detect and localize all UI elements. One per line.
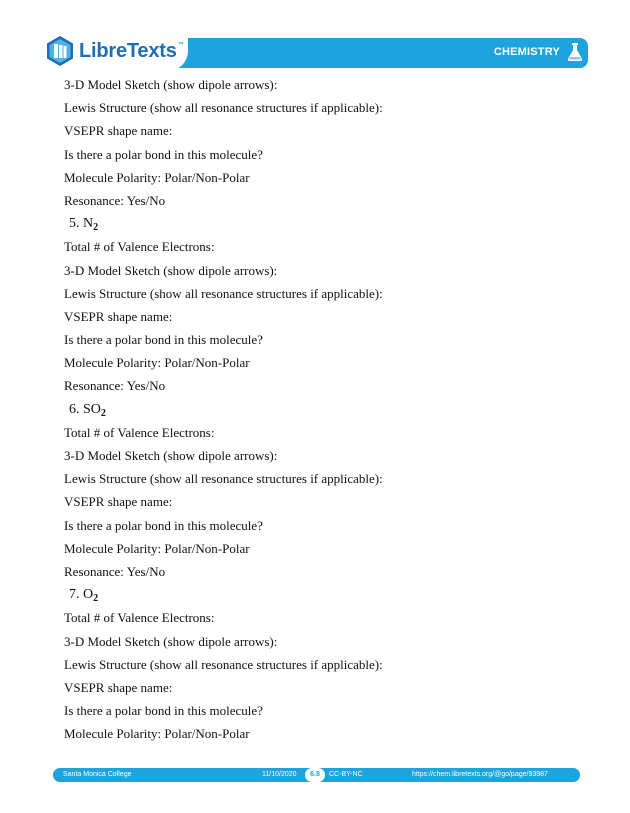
worksheet-prompt: VSEPR shape name: [64,679,173,695]
worksheet-prompt: Molecule Polarity: Polar/Non-Polar [64,169,250,185]
molecule-formula: N [83,216,94,232]
worksheet-prompt: Molecule Polarity: Polar/Non-Polar [64,355,250,371]
worksheet-prompt: Total # of Valence Electrons: [64,239,215,255]
worksheet-prompt: 3-D Model Sketch (show dipole arrows): [64,262,278,278]
worksheet-prompt: Is there a polar bond in this molecule? [64,517,263,533]
worksheet-prompt: Total # of Valence Electrons: [64,424,215,440]
worksheet-prompt: Lewis Structure (show all resonance structures if applicable): [64,100,383,116]
footer-license: CC-BY-NC [329,770,363,778]
question-number: 6. [69,401,80,417]
worksheet-prompt: Lewis Structure (show all resonance structures if applicable): [64,471,383,487]
footer-college: Santa Monica College [63,770,132,778]
worksheet-prompt: Lewis Structure (show all resonance structures if applicable): [64,656,383,672]
question-heading [64,398,584,421]
worksheet-prompt: Lewis Structure (show all resonance structures if applicable): [64,285,383,301]
worksheet-prompt: Total # of Valence Electrons: [64,610,215,626]
libretexts-logo-icon [45,35,75,67]
page-header [0,0,630,80]
subject-label[interactable]: CHEMISTRY [493,46,560,58]
worksheet-prompt: Is there a polar bond in this molecule? [64,146,263,162]
worksheet-prompt: 3-D Model Sketch (show dipole arrows): [64,633,278,649]
footer-date: 11/10/2020 [262,770,297,778]
footer-page-number: 6.8 [305,768,325,782]
libretexts-logo[interactable] [45,35,184,67]
worksheet-prompt: VSEPR shape name: [64,123,173,139]
worksheet-prompt: Resonance: Yes/No [64,378,166,394]
page-footer [53,768,580,782]
question-number: 5. [69,216,80,232]
worksheet-prompt: Molecule Polarity: Polar/Non-Polar [64,540,250,556]
worksheet-prompt: Is there a polar bond in this molecule? [64,703,263,719]
question-heading [64,212,584,235]
footer-url[interactable]: https://chem.libretexts.org/@go/page/93987 [412,770,548,778]
formula-subscript: 2 [93,593,99,605]
logo-trademark: ™ [177,42,184,48]
question-heading [64,583,584,606]
worksheet-prompt: Resonance: Yes/No [64,192,166,208]
molecule-formula: O [83,587,94,603]
logo-text: LibreTexts [79,39,177,62]
worksheet-prompt: Is there a polar bond in this molecule? [64,332,263,348]
flask-icon [566,42,584,62]
question-number: 7. [69,587,80,603]
molecule-formula: SO [83,401,101,417]
worksheet-prompt: Molecule Polarity: Polar/Non-Polar [64,726,250,742]
worksheet-prompt: 3-D Model Sketch (show dipole arrows): [64,77,278,92]
formula-subscript: 2 [100,407,106,419]
worksheet-prompt: VSEPR shape name: [64,308,173,324]
worksheet-content [64,73,584,745]
formula-subscript: 2 [93,222,99,234]
worksheet-prompt: VSEPR shape name: [64,494,173,510]
worksheet-prompt: 3-D Model Sketch (show dipole arrows): [64,448,278,463]
worksheet-prompt: Resonance: Yes/No [64,563,166,579]
